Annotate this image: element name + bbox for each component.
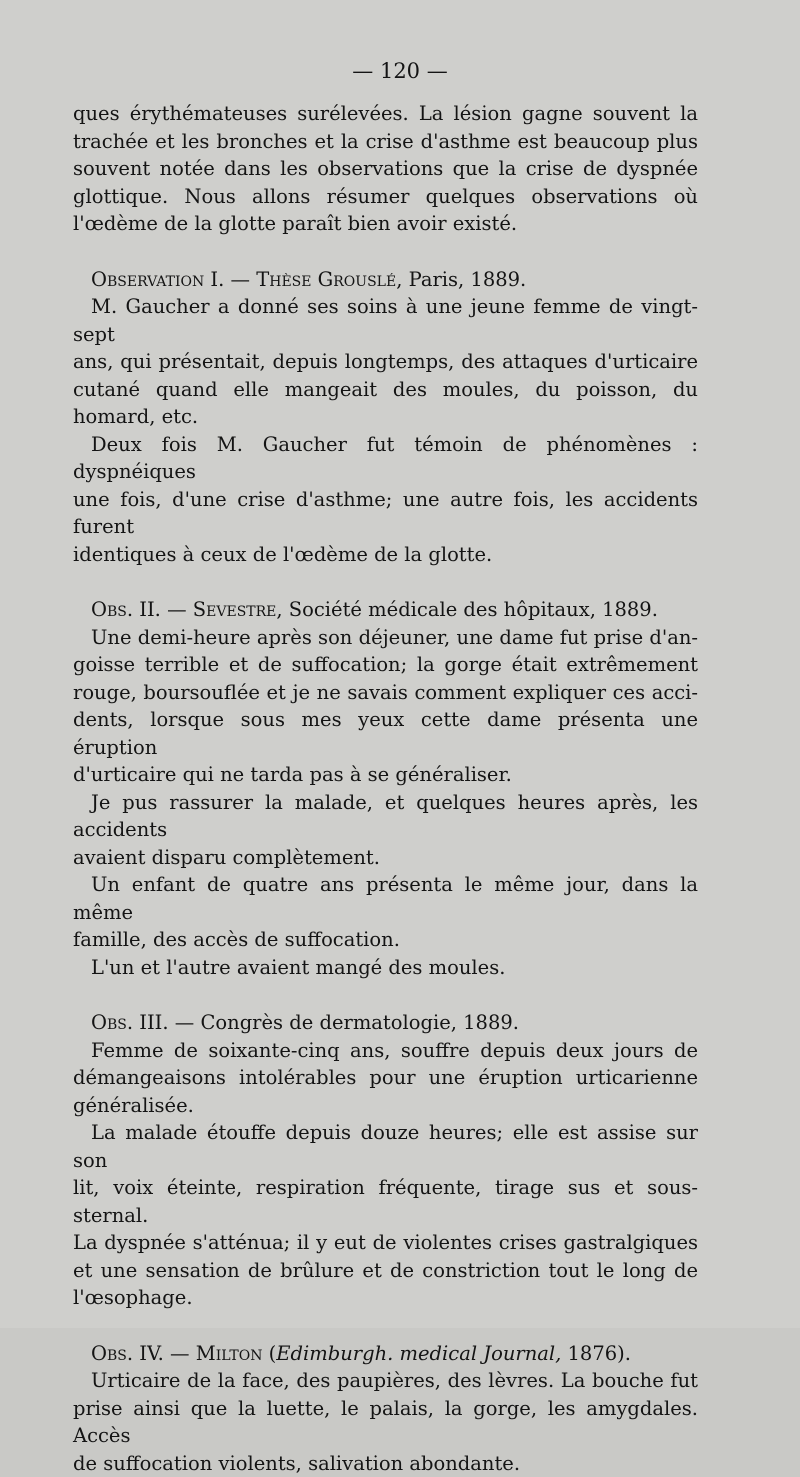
dash: — <box>169 1011 201 1034</box>
text-line: et une sensation de brûlure et de constriction tout le long de <box>73 1257 698 1285</box>
text-line: de suffocation violents, salivation abondante. <box>73 1450 698 1477</box>
text-line: d'urticaire qui ne tarda pas à se généraliser. <box>73 761 698 789</box>
source-year: 1876). <box>561 1342 631 1365</box>
text-line: trachée et les bronches et la crise d'asthme est beaucoup plus <box>73 128 698 156</box>
text-line: prise ainsi que la luette, le palais, la gorge, les amygdales. Accès <box>73 1395 698 1450</box>
text-line: Une demi-heure après son déjeuner, une dame fut prise d'an- <box>73 624 698 652</box>
text-line: rouge, boursouflée et je ne savais comment expliquer ces acci- <box>73 679 698 707</box>
text-line: Un enfant de quatre ans présenta le même jour, dans la même <box>73 871 698 926</box>
page-body <box>73 100 698 1477</box>
source-journal: Edimburgh. medical Journal, <box>276 1342 561 1365</box>
observation-1 <box>73 266 698 569</box>
text-line: ans, qui présentait, depuis longtemps, des attaques d'urticaire <box>73 348 698 376</box>
observation-4 <box>73 1340 698 1477</box>
observation-label: Obs. III. <box>91 1011 169 1034</box>
source-author: Thèse Grouslé <box>256 268 396 291</box>
observation-heading <box>73 1009 698 1037</box>
text-line: glottique. Nous allons résumer quelques observations où <box>73 183 698 211</box>
text-line: Urticaire de la face, des paupières, des lèvres. La bouche fut <box>73 1367 698 1395</box>
text-line: L'un et l'autre avaient mangé des moules. <box>73 954 698 982</box>
text-line: Femme de soixante-cinq ans, souffre depuis deux jours de <box>73 1037 698 1065</box>
text-line: dents, lorsque sous mes yeux cette dame présenta une éruption <box>73 706 698 761</box>
observation-2 <box>73 596 698 981</box>
text-line: Deux fois M. Gaucher fut témoin de phénomènes : dyspnéiques <box>73 431 698 486</box>
observation-heading <box>73 1340 698 1368</box>
text-line: avaient disparu complètement. <box>73 844 698 872</box>
dash: — <box>224 268 256 291</box>
paren-open: ( <box>262 1342 276 1365</box>
observation-3 <box>73 1009 698 1312</box>
source-author: Milton <box>196 1342 263 1365</box>
text-line: identiques à ceux de l'œdème de la glotte. <box>73 541 698 569</box>
text-line: cutané quand elle mangeait des moules, du poisson, du <box>73 376 698 404</box>
text-line: une fois, d'une crise d'asthme; une autre fois, les accidents furent <box>73 486 698 541</box>
observation-label: Obs. IV. <box>91 1342 164 1365</box>
page-number: — 120 — <box>0 58 800 86</box>
observation-label: Observation I. <box>91 268 224 291</box>
source-text: Congrès de dermatologie, 1889. <box>200 1011 518 1034</box>
intro-paragraph <box>73 100 698 238</box>
text-line: M. Gaucher a donné ses soins à une jeune femme de vingt-sept <box>73 293 698 348</box>
dash: — <box>161 598 193 621</box>
text-line: La malade étouffe depuis douze heures; elle est assise sur son <box>73 1119 698 1174</box>
observation-heading <box>73 266 698 294</box>
observation-heading <box>73 596 698 624</box>
source-rest: , Société médicale des hôpitaux, 1889. <box>276 598 658 621</box>
source-rest: , Paris, 1889. <box>396 268 526 291</box>
text-line: famille, des accès de suffocation. <box>73 926 698 954</box>
text-line: démangeaisons intolérables pour une éruption urticarienne <box>73 1064 698 1092</box>
text-line: ques érythémateuses surélevées. La lésion gagne souvent la <box>73 100 698 128</box>
text-line: généralisée. <box>73 1092 698 1120</box>
text-line: Je pus rassurer la malade, et quelques heures après, les accidents <box>73 789 698 844</box>
text-line: goisse terrible et de suffocation; la gorge était extrêmement <box>73 651 698 679</box>
source-author: Sevestre <box>193 598 277 621</box>
text-line: lit, voix éteinte, respiration fréquente, tirage sus et sous-sternal. <box>73 1174 698 1229</box>
text-line: l'œsophage. <box>73 1284 698 1312</box>
text-line: La dyspnée s'atténua; il y eut de violentes crises gastralgiques <box>73 1229 698 1257</box>
dash: — <box>164 1342 196 1365</box>
observation-label: Obs. II. <box>91 598 161 621</box>
text-line: l'œdème de la glotte paraît bien avoir existé. <box>73 210 698 238</box>
text-line: homard, etc. <box>73 403 698 431</box>
text-line: souvent notée dans les observations que la crise de dyspnée <box>73 155 698 183</box>
